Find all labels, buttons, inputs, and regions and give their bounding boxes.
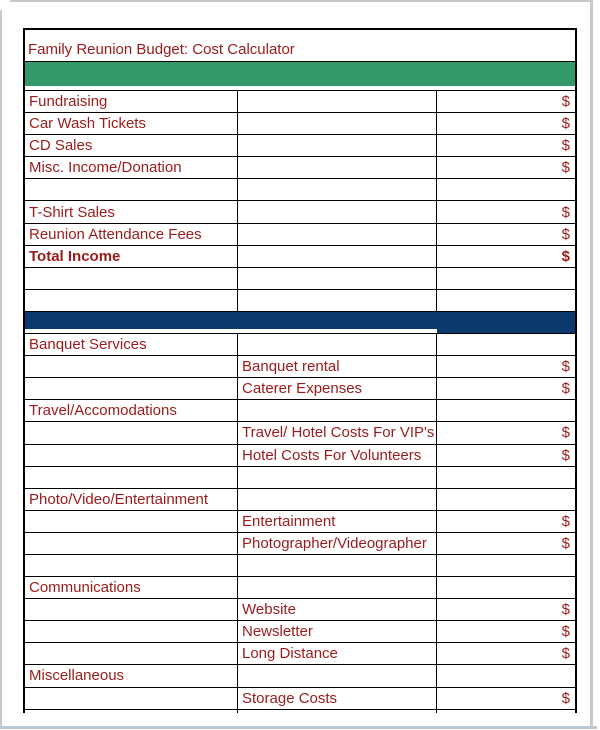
page-edge-bottom [0,726,597,729]
title-cell[interactable] [25,30,575,62]
amount-cell[interactable] [437,290,575,311]
category-cell[interactable] [25,290,238,311]
amount-cell[interactable]: $ [561,93,570,111]
category-cell[interactable]: Miscellaneous [25,665,238,686]
category-cell[interactable] [25,533,238,554]
amount-cell[interactable] [437,268,575,289]
amount-cell[interactable] [437,467,575,488]
page-edge-top [10,0,592,2]
subcategory-cell[interactable] [238,113,437,134]
category-cell[interactable] [25,599,238,620]
table-row [25,555,575,577]
table-row [25,268,575,290]
amount-cell[interactable] [437,555,575,576]
table-row [25,643,575,665]
amount-cell[interactable]: $ [561,446,570,464]
subcategory-cell[interactable]: Caterer Expenses [238,378,437,399]
category-cell[interactable] [25,511,238,532]
income-section-band-row[interactable] [25,62,575,90]
subcategory-cell[interactable]: Long Distance [238,643,437,664]
subcategory-cell[interactable] [238,467,437,488]
table-row [25,599,575,621]
expense-section-band-row[interactable] [25,312,575,334]
amount-cell[interactable]: $ [561,689,570,707]
table-row [25,334,575,356]
table-row [25,246,575,268]
page-edge-right [590,0,593,726]
amount-cell[interactable]: $ [561,380,570,398]
page-title: Family Reunion Budget: Cost Calculator [28,41,295,58]
table-row [25,489,575,511]
budget-table [25,90,575,710]
category-cell[interactable] [25,445,238,466]
amount-cell [437,710,575,713]
table-row [25,445,575,467]
subcategory-cell[interactable]: Website [238,599,437,620]
table-row [25,290,575,312]
subcategory-cell[interactable] [238,577,437,598]
amount-cell[interactable]: $ [561,424,570,442]
table-row [25,467,575,489]
subcategory-cell[interactable]: Photographer/Videographer [238,533,437,554]
subcategory-cell[interactable]: Travel/ Hotel Costs For VIP's [238,422,437,443]
subcategory-cell[interactable] [238,290,437,311]
table-row [25,113,575,135]
category-cell[interactable] [25,555,238,576]
table-row [25,224,575,246]
category-cell[interactable] [25,688,238,709]
subcategory-cell[interactable] [238,201,437,222]
category-cell[interactable]: Photo/Video/Entertainment [25,489,238,510]
subcategory-cell[interactable] [238,555,437,576]
category-cell[interactable] [25,179,238,200]
amount-cell[interactable] [437,400,575,421]
table-row [25,356,575,378]
amount-cell[interactable]: $ [561,159,570,177]
amount-cell[interactable] [437,179,575,200]
amount-cell[interactable]: $ [561,203,570,221]
amount-cell[interactable] [437,577,575,598]
category-cell[interactable] [25,356,238,377]
table-row [25,422,575,444]
amount-cell[interactable]: $ [561,623,570,641]
category-cell[interactable] [25,378,238,399]
subcategory-cell[interactable]: Banquet rental [238,356,437,377]
table-row [25,201,575,223]
subcategory-cell[interactable]: Newsletter [238,621,437,642]
category-cell[interactable] [25,422,238,443]
amount-cell[interactable] [437,334,575,355]
category-cell[interactable]: Reunion Attendance Fees [25,224,238,245]
amount-cell[interactable]: $ [561,358,570,376]
subcategory-cell[interactable] [238,246,437,267]
subcategory-cell[interactable] [238,489,437,510]
subcategory-cell[interactable]: Storage Costs [238,688,437,709]
page-edge-left [0,10,2,726]
green-band [25,62,575,86]
budget-spreadsheet [23,28,577,713]
table-row [25,621,575,643]
table-row [25,665,575,687]
table-row [25,577,575,599]
subcategory-cell[interactable] [238,334,437,355]
amount-cell[interactable]: $ [561,534,570,552]
category-cell[interactable] [25,268,238,289]
amount-cell[interactable] [437,489,575,510]
category-cell[interactable]: T-Shirt Sales [25,201,238,222]
category-cell[interactable]: Fundraising [25,91,238,112]
subcategory-cell[interactable] [238,665,437,686]
table-row [25,533,575,555]
amount-cell[interactable]: $ [561,137,570,155]
category-cell[interactable]: Communications [25,577,238,598]
subcategory-cell[interactable] [238,91,437,112]
subcategory-cell[interactable] [238,400,437,421]
subcategory-cell[interactable] [238,179,437,200]
category-cell[interactable]: Car Wash Tickets [25,113,238,134]
subcategory-cell[interactable] [238,224,437,245]
category-cell[interactable] [25,621,238,642]
category-cell[interactable] [25,467,238,488]
category-cell[interactable]: CD Sales [25,135,238,156]
table-row [25,400,575,422]
category-cell[interactable] [25,643,238,664]
subcategory-cell [238,710,437,713]
subcategory-cell[interactable]: Entertainment [238,511,437,532]
category-cell[interactable]: Banquet Services [25,334,238,355]
table-row [25,179,575,201]
amount-cell[interactable]: $ [561,247,570,265]
subcategory-cell[interactable] [238,157,437,178]
table-row [25,135,575,157]
table-row [25,157,575,179]
amount-cell[interactable]: $ [561,225,570,243]
table-row [25,378,575,400]
subcategory-cell[interactable] [238,135,437,156]
cutoff-row [25,710,575,713]
table-row [25,688,575,710]
category-cell [25,710,238,713]
table-row [25,91,575,113]
table-row [25,511,575,533]
subcategory-cell[interactable]: Hotel Costs For Volunteers [238,445,437,466]
category-cell[interactable]: Travel/Accomodations [25,400,238,421]
amount-cell[interactable]: $ [561,115,570,133]
category-cell[interactable]: Total Income [25,246,238,267]
amount-cell[interactable]: $ [561,645,570,663]
amount-cell[interactable] [437,665,575,686]
subcategory-cell[interactable] [238,268,437,289]
amount-cell[interactable]: $ [561,512,570,530]
category-cell[interactable]: Misc. Income/Donation [25,157,238,178]
amount-cell[interactable]: $ [561,601,570,619]
